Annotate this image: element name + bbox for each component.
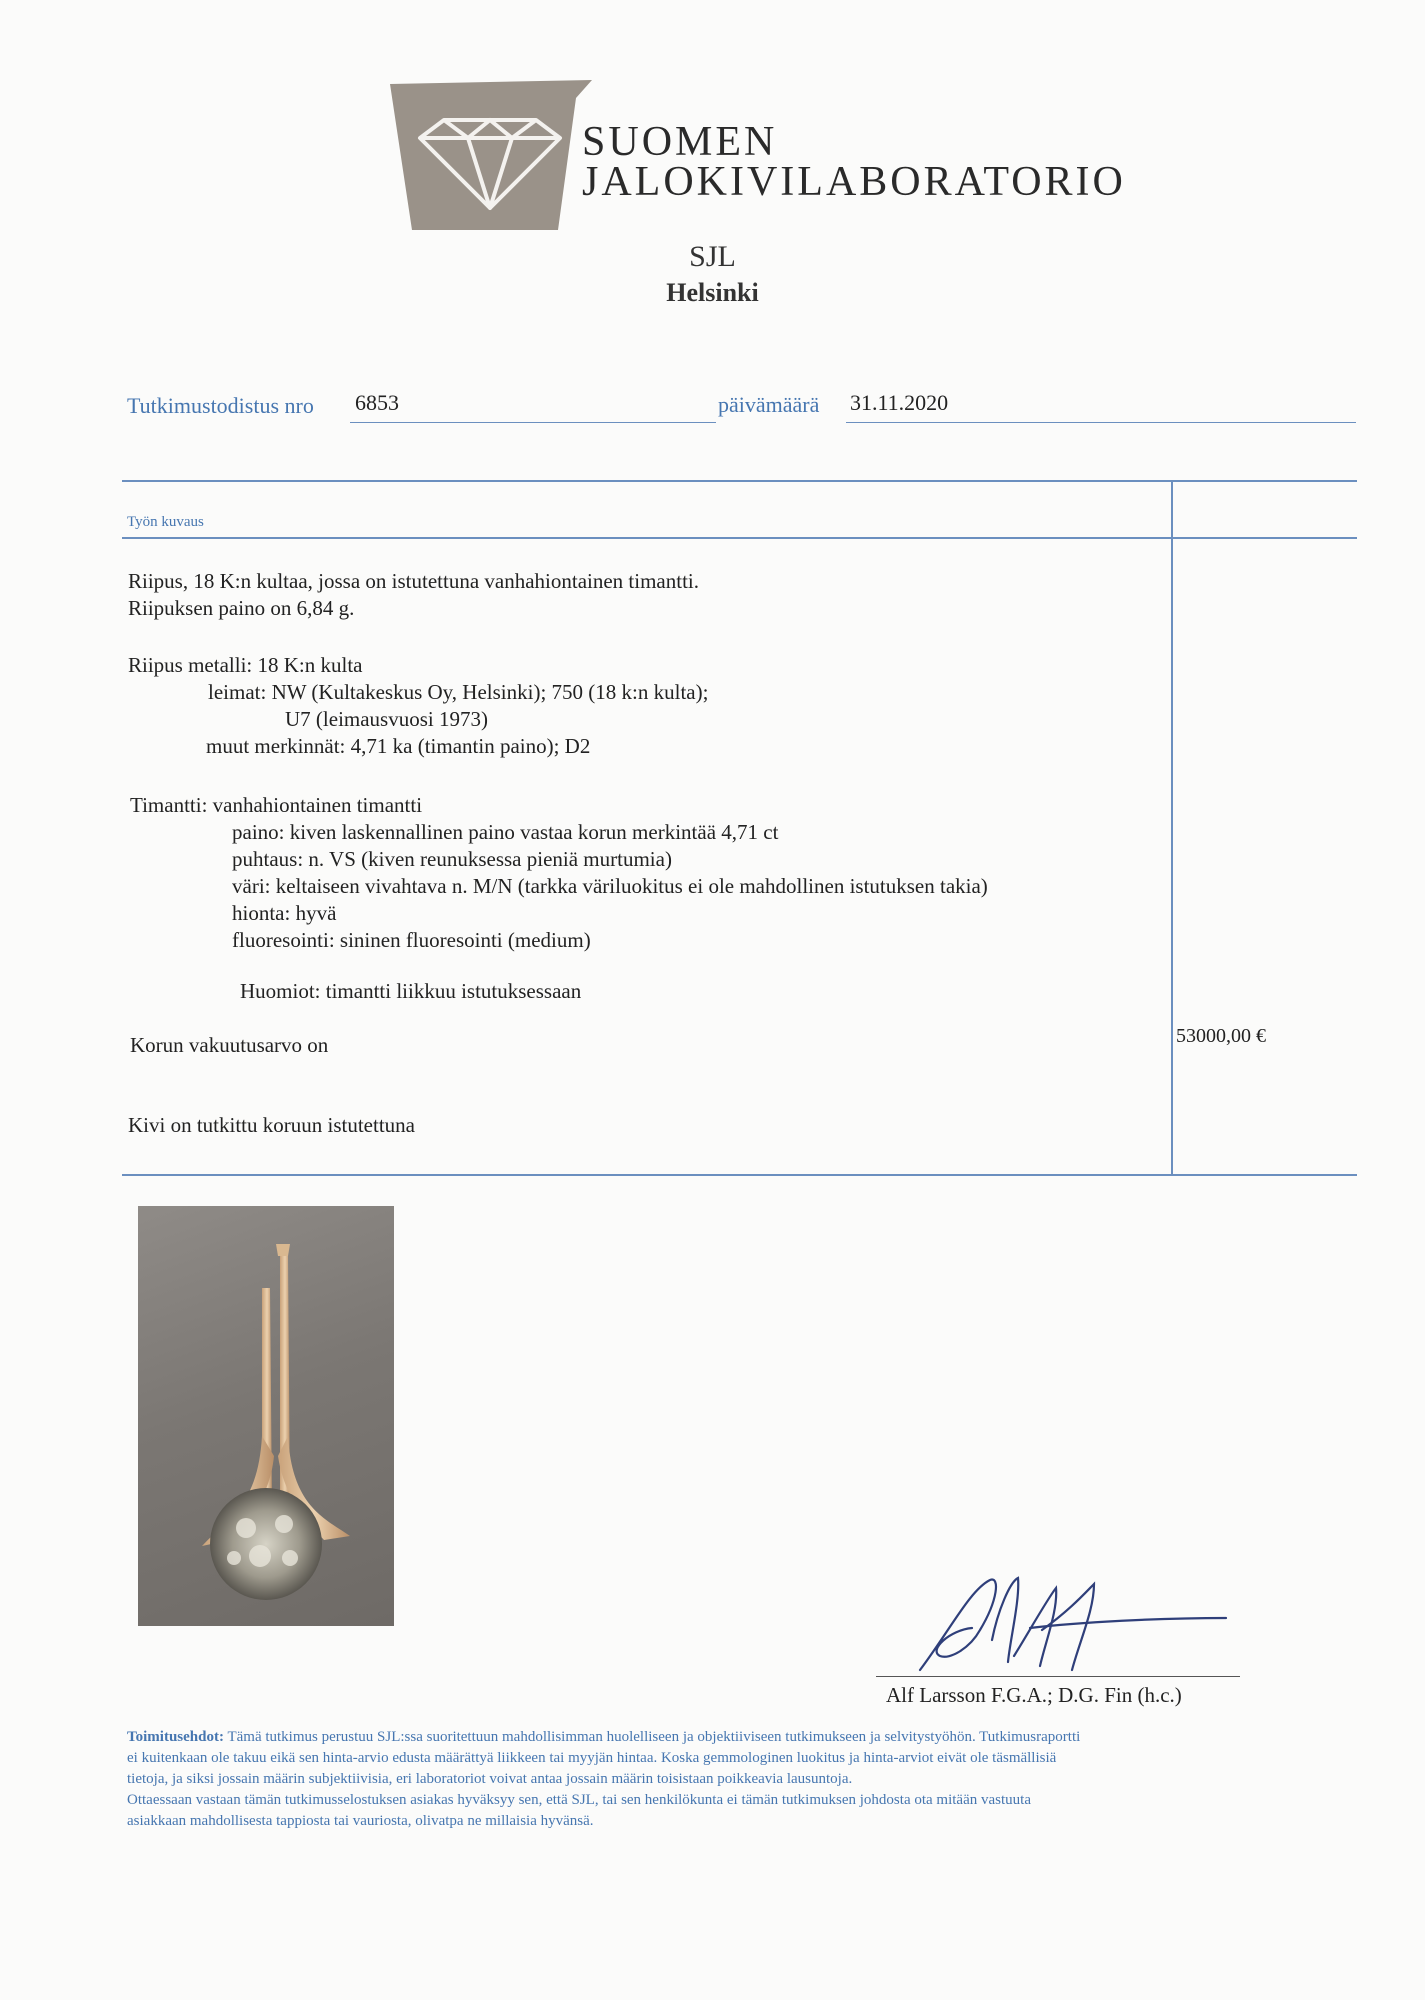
lab-logo — [382, 80, 1126, 230]
work-description-heading: Työn kuvaus — [127, 514, 204, 530]
description-intro — [128, 568, 699, 622]
pendant-other-marks: muut merkinnät: 4,71 ka (timantin paino); D2 — [206, 734, 591, 758]
lab-abbreviation: SJL — [689, 240, 736, 273]
pendant-year: U7 (leimausvuosi 1973) — [285, 707, 488, 731]
insurance-label: Korun vakuutusarvo on — [130, 1033, 329, 1057]
terms-block — [127, 1727, 1357, 1832]
certificate-date: 31.11.2020 — [850, 390, 949, 415]
logo-line-2: JALOKIVILABORATORIO — [582, 159, 1126, 205]
diamond-weight: paino: kiven laskennallinen paino vastaa korun merkintää 4,71 ct — [232, 820, 779, 844]
certificate-number-underline — [350, 422, 716, 423]
terms-line: ei kuitenkaan ole takuu eikä sen hinta-arvio edusta määrättyä liikkeen tai myyjän hintaa. Koska gemmologinen luokitus ja hinta-arviot eivät ole täsmällisiä — [127, 1750, 1057, 1766]
handwritten-signature — [880, 1570, 1240, 1680]
pendant-illustration — [138, 1206, 394, 1626]
diamond-color: väri: keltaiseen vivahtava n. M/N (tarkka väriluokitus ei ole mahdollinen istutuksen takia) — [232, 874, 988, 898]
signer-name: Alf Larsson F.G.A.; D.G. Fin (h.c.) — [886, 1683, 1182, 1707]
date-underline — [846, 422, 1356, 423]
terms-line: asiakkaan mahdollisesta tappiosta tai vauriosta, olivatpa ne millaisia hyvänsä. — [127, 1813, 594, 1829]
terms-title: Toimitusehdot: — [127, 1729, 224, 1745]
diamond-details — [232, 819, 988, 954]
table-column-divider — [1171, 480, 1173, 1175]
pendant-metal: Riipus metalli: 18 K:n kulta — [128, 653, 363, 677]
insurance-value: 53000,00 € — [1176, 1025, 1266, 1047]
diamond-cut: hionta: hyvä — [232, 901, 337, 925]
diamond-fluorescence: fluoresointi: sininen fluoresointi (medium) — [232, 928, 591, 952]
signature-line — [876, 1676, 1240, 1677]
terms-line: tietoja, ja siksi jossain määrin subjektiivisia, eri laboratoriot voivat antaa jossain määrin toisistaan poikkeavia lausuntoja. — [127, 1771, 853, 1787]
date-label: päivämäärä — [718, 392, 820, 417]
logo-line-1: SUOMEN — [582, 119, 778, 165]
terms-line: Tämä tutkimus perustuu SJL:ssa suoritettuun mahdollisimman huolelliseen ja objektiiviseen tutkimukseen ja selvitystyöhön. Tutkimusraportti — [227, 1729, 1081, 1745]
terms-line: Ottaessaan vastaan tämän tutkimusselostuksen asiakas hyväksyy sen, että SJL, tai sen henkilökunta ei tämän tutkimuksen johdosta ota mitään vastuuta — [127, 1792, 1031, 1808]
diamond-title: Timantti: vanhahiontainen timantti — [130, 793, 423, 817]
remarks: Huomiot: timantti liikkuu istutuksessaan — [240, 979, 582, 1003]
examination-note: Kivi on tutkittu koruun istutettuna — [128, 1113, 415, 1137]
description-line: Riipuksen paino on 6,84 g. — [128, 596, 355, 620]
certificate-number: 6853 — [355, 390, 399, 415]
diamond-clarity: puhtaus: n. VS (kiven reunuksessa pieniä murtumia) — [232, 847, 672, 871]
pendant-marks: leimat: NW (Kultakeskus Oy, Helsinki); 750 (18 k:n kulta); — [208, 680, 709, 704]
pendant-photo — [138, 1206, 394, 1626]
description-line: Riipus, 18 K:n kultaa, jossa on istutettuna vanhahiontainen timantti. — [128, 569, 700, 593]
certificate-number-label: Tutkimustodistus nro — [127, 393, 314, 418]
diamond-icon — [382, 80, 592, 230]
pendant-details — [128, 652, 708, 760]
lab-city: Helsinki — [666, 278, 759, 307]
